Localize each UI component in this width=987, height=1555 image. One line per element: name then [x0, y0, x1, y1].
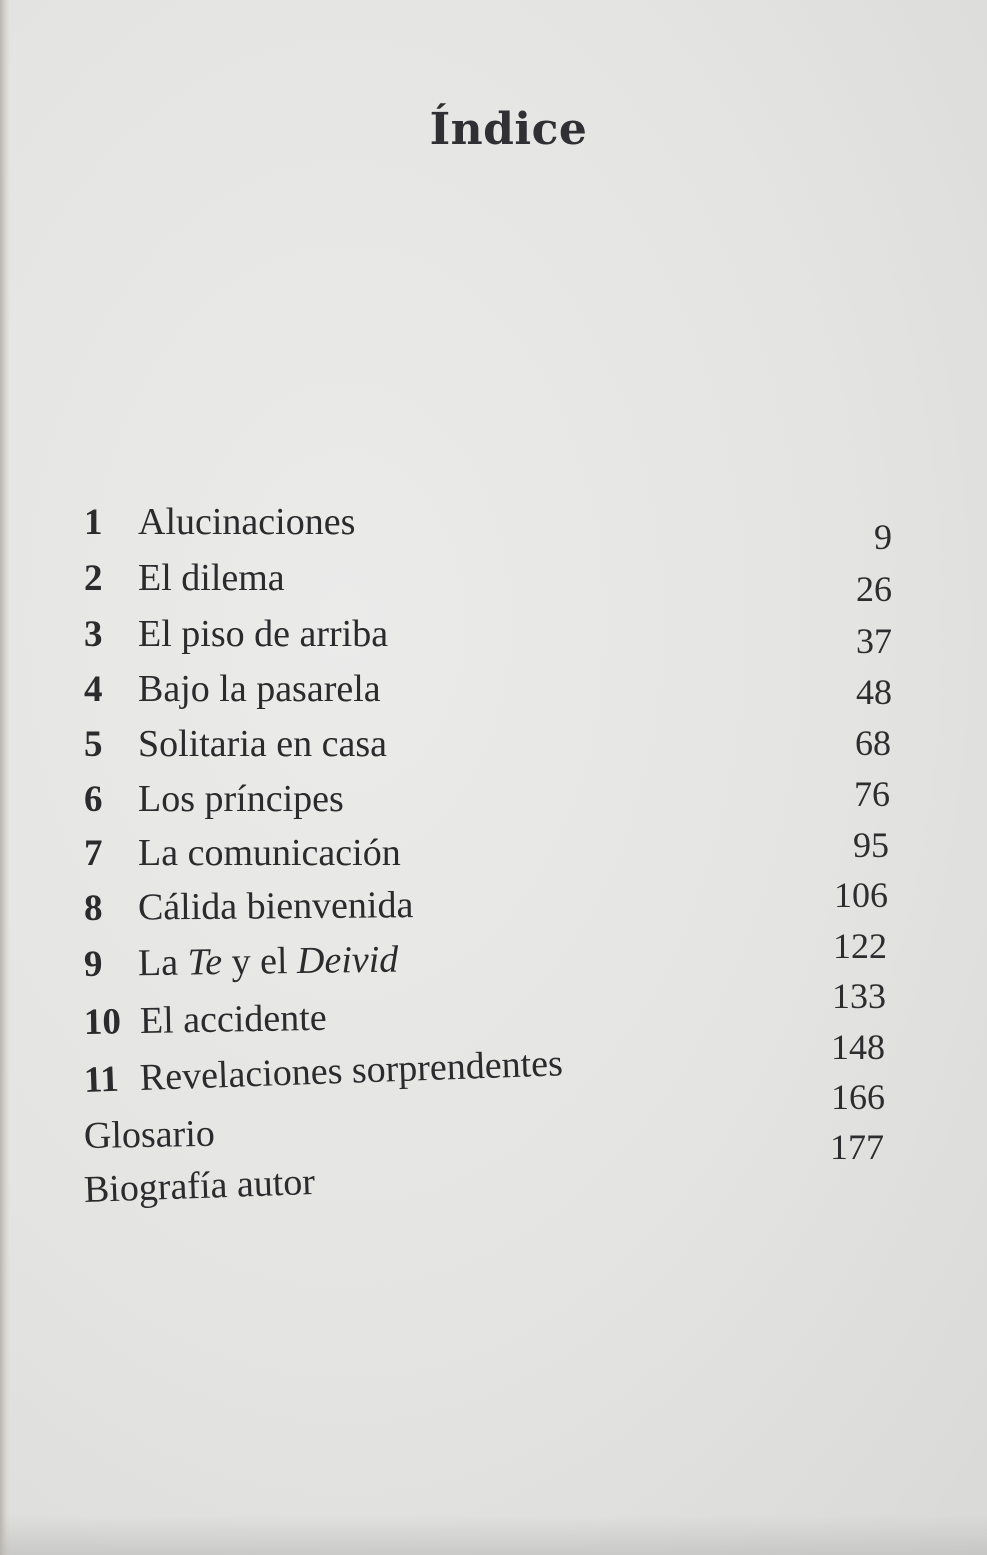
glossary-title: Glosario — [83, 1112, 216, 1157]
page-title: Índice — [429, 104, 588, 155]
chapter-title: Solitaria en casa — [138, 723, 388, 765]
chapter-number: 3 — [84, 614, 103, 655]
toc-entry — [84, 722, 387, 772]
chapter-title-italic: Te — [187, 941, 223, 984]
toc-entry — [84, 500, 355, 550]
chapter-title-part: La — [137, 941, 188, 985]
toc-entry — [84, 667, 381, 717]
chapter-number: 5 — [84, 724, 103, 765]
chapter-number: 1 — [84, 502, 103, 543]
page-number: 133 — [832, 976, 886, 1016]
chapter-title: El dilema — [138, 557, 285, 599]
chapter-title: El accidente — [139, 996, 327, 1043]
chapter-number: 10 — [83, 1001, 122, 1043]
toc-entry — [84, 883, 414, 936]
page-number: 48 — [856, 672, 892, 712]
chapter-title-part: y el — [221, 940, 298, 984]
toc-entry — [84, 996, 328, 1050]
chapter-number: 7 — [84, 833, 103, 874]
page-number: 166 — [831, 1077, 885, 1117]
toc-entry — [84, 556, 285, 606]
page-number: 148 — [831, 1027, 885, 1067]
chapter-number: 8 — [83, 887, 103, 929]
toc-entry — [83, 1041, 564, 1108]
chapter-title: El piso de arriba — [138, 613, 389, 655]
chapter-title — [138, 939, 399, 985]
page-number: 68 — [855, 723, 891, 763]
toc-entry — [84, 938, 399, 992]
chapter-number: 6 — [84, 779, 103, 820]
page-number: 76 — [854, 774, 890, 814]
page-number: 95 — [853, 825, 889, 865]
chapter-title: Los príncipes — [138, 778, 344, 820]
chapter-number: 9 — [83, 943, 103, 985]
chapter-title: Bajo la pasarela — [138, 668, 381, 710]
page-number: 106 — [834, 875, 888, 915]
page-number: 9 — [874, 517, 892, 557]
toc-entry-glossary — [84, 1112, 216, 1164]
chapter-title: Alucinaciones — [138, 501, 356, 543]
page-number: 26 — [856, 569, 892, 609]
toc-entry-biography — [83, 1160, 316, 1218]
chapter-number: 4 — [84, 669, 103, 710]
page-number: 37 — [856, 621, 892, 661]
chapter-title: La comunicación — [138, 832, 401, 874]
chapter-title: Cálida bienvenida — [137, 884, 414, 929]
chapter-number: 2 — [84, 558, 103, 599]
toc-entry — [84, 831, 401, 881]
page-number: 122 — [833, 926, 887, 966]
chapter-title: Revelaciones sorprendentes — [139, 1042, 564, 1100]
toc-entry — [84, 777, 344, 827]
chapter-title-italic: Deivid — [296, 938, 399, 983]
page-number: 177 — [830, 1127, 884, 1167]
toc-entry — [84, 612, 388, 662]
chapter-number: 11 — [83, 1058, 120, 1101]
biography-title: Biografía autor — [83, 1160, 316, 1211]
